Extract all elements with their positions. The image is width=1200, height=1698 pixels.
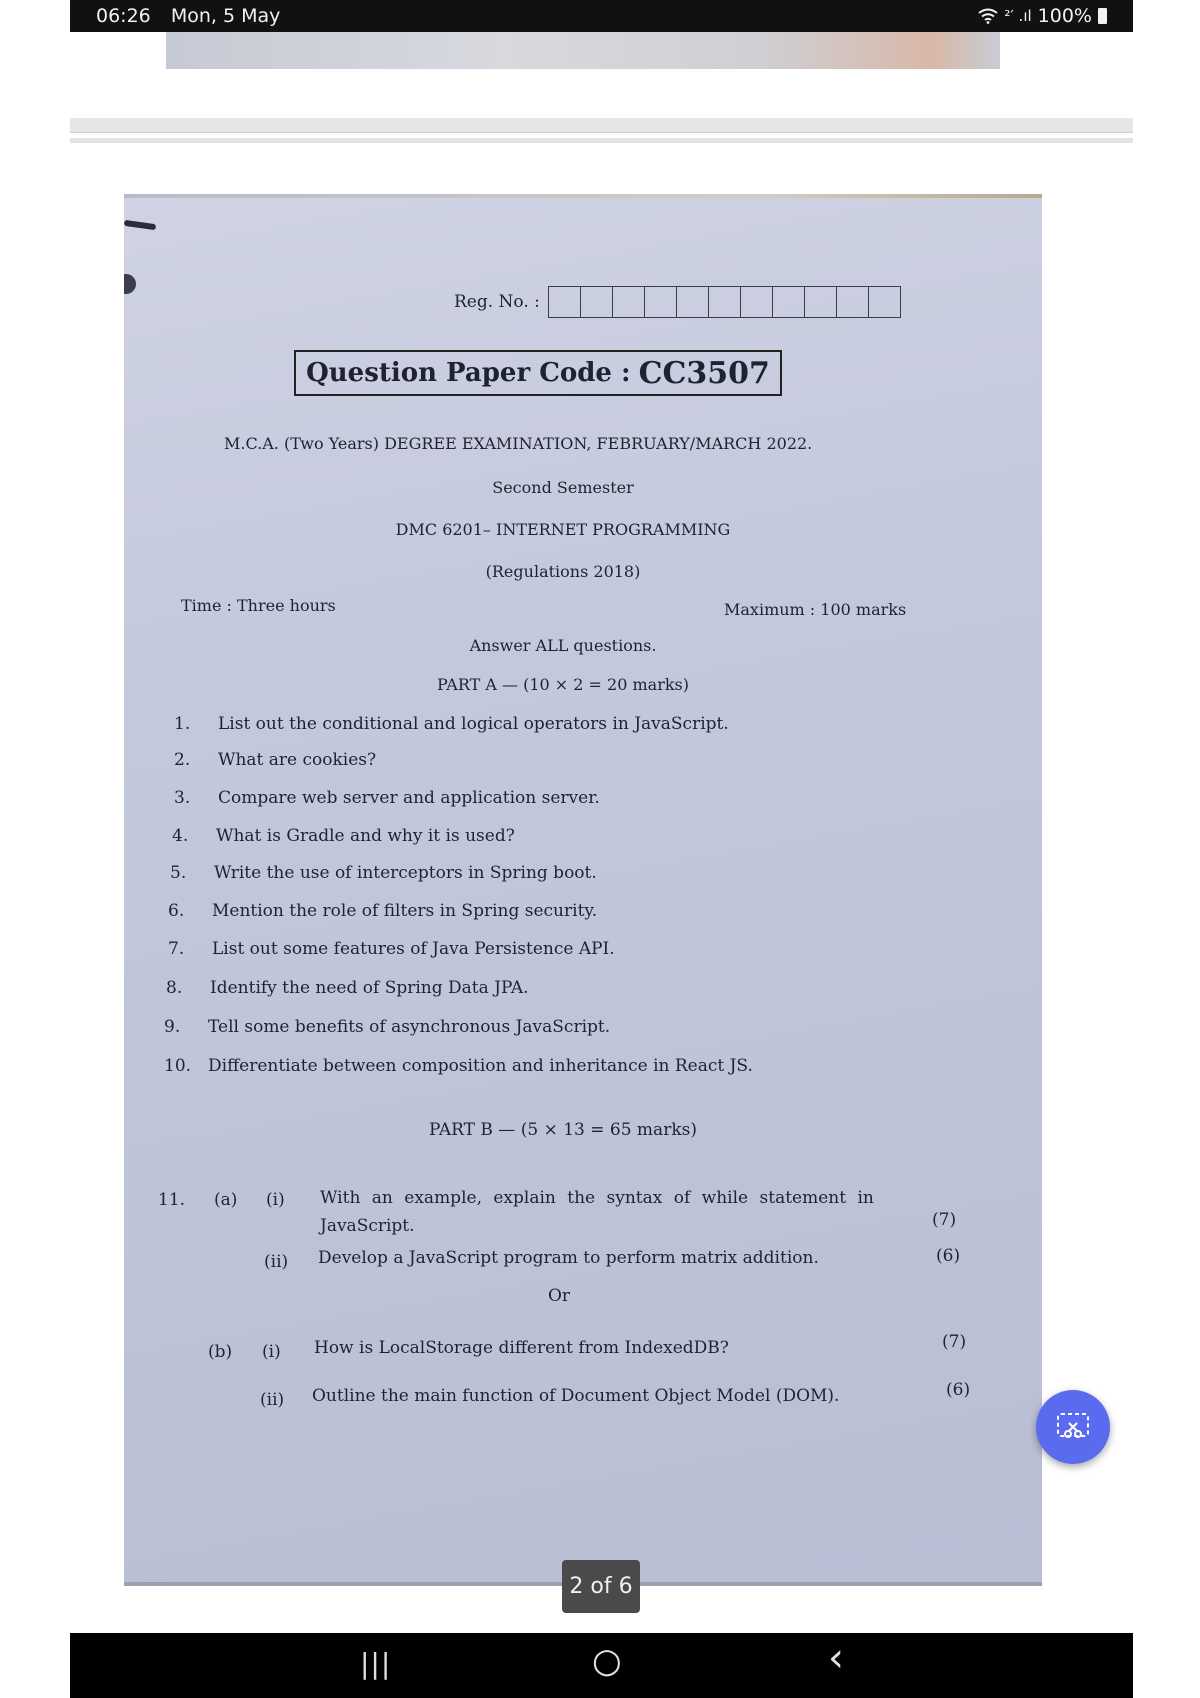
signal-icon: ²′ .ıl [1004, 7, 1032, 25]
part-b-q11a-ii-label: (ii) [264, 1252, 289, 1272]
reg-no-boxes [548, 286, 901, 318]
battery-text: 100% [1037, 5, 1092, 27]
reg-no-box [709, 287, 741, 317]
question-item [166, 978, 529, 998]
part-b-q11-num: 11. [158, 1190, 186, 1210]
question-number: 5. [170, 863, 187, 883]
question-text: What are cookies? [218, 750, 377, 770]
question-number: 7. [168, 939, 185, 959]
part-b-q11b-ii-text: Outline the main function of Document Object Model (DOM). [312, 1386, 840, 1406]
question-text: What is Gradle and why it is used? [216, 826, 515, 846]
part-b-title: PART B — (5 × 13 = 65 marks) [429, 1120, 697, 1140]
punch-hole-mark [124, 274, 136, 294]
reg-no-box [613, 287, 645, 317]
exam-title: M.C.A. (Two Years) DEGREE EXAMINATION, FEBRUARY/MARCH 2022. [224, 434, 813, 453]
recents-button[interactable]: ||| [360, 1647, 392, 1680]
question-item [164, 1056, 753, 1076]
question-number: 3. [174, 788, 191, 808]
question-text: Mention the role of filters in Spring security. [212, 901, 598, 921]
question-item [172, 826, 515, 846]
reg-no-box [773, 287, 805, 317]
part-b-q11b-i-text: How is LocalStorage different from IndexedDB? [314, 1338, 729, 1358]
question-number: 8. [166, 978, 183, 998]
reg-no-box [741, 287, 773, 317]
part-b-q11a-i-marks: (7) [932, 1210, 957, 1230]
paper-code-label: Question Paper Code : [306, 358, 631, 388]
back-button[interactable]: ‹ [828, 1635, 844, 1681]
paper-code: CC3507 [638, 355, 770, 391]
part-b-q11a-label: (a) [214, 1190, 238, 1210]
question-item [170, 863, 597, 883]
part-b-q11a-ii-marks: (6) [936, 1246, 961, 1266]
question-number: 4. [172, 826, 189, 846]
part-b-q11a-i-text-cont: JavaScript. [320, 1216, 415, 1236]
paper-edge [124, 194, 1042, 198]
document-page-image [124, 194, 1042, 1586]
part-b-or: Or [548, 1286, 571, 1306]
page-divider [70, 118, 1133, 133]
question-text: Tell some benefits of asynchronous JavaScript. [208, 1017, 611, 1037]
part-b-q11b-label: (b) [208, 1342, 233, 1362]
question-text: Write the use of interceptors in Spring boot. [214, 863, 597, 883]
part-b-q11b-ii-label: (ii) [260, 1390, 285, 1410]
staple-mark [124, 220, 157, 230]
part-a-title: PART A — (10 × 2 = 20 marks) [437, 675, 689, 694]
reg-no-box [677, 287, 709, 317]
part-b-q11a-ii-text: Develop a JavaScript program to perform matrix addition. [318, 1248, 819, 1268]
reg-no-box [869, 287, 900, 317]
instruction: Answer ALL questions. [469, 636, 657, 655]
part-b-q11b-i-label: (i) [262, 1342, 281, 1362]
reg-no-box [805, 287, 837, 317]
battery-icon [1098, 8, 1107, 24]
reg-no-label: Reg. No. : [454, 292, 540, 312]
question-number: 1. [174, 714, 191, 734]
reg-no-box [837, 287, 869, 317]
reg-no-field [454, 286, 901, 318]
wifi-icon [978, 8, 998, 24]
part-b-q11b-ii-marks: (6) [946, 1380, 971, 1400]
question-item [168, 939, 615, 959]
status-date: Mon, 5 May [170, 5, 281, 27]
question-item [164, 1017, 610, 1037]
semester: Second Semester [492, 478, 634, 497]
status-bar [70, 0, 1133, 32]
navigation-bar [70, 1633, 1133, 1698]
question-text: List out some features of Java Persistence API. [212, 939, 615, 959]
course-title: DMC 6201– INTERNET PROGRAMMING [395, 520, 731, 539]
question-number: 2. [174, 750, 191, 770]
max-marks: Maximum : 100 marks [724, 600, 907, 619]
reg-no-box [549, 287, 581, 317]
exam-duration: Time : Three hours [181, 596, 336, 615]
screenshot-fab-button[interactable] [1036, 1390, 1110, 1464]
question-paper-code-box [294, 350, 782, 396]
page-indicator: 2 of 6 [562, 1560, 640, 1613]
part-b-q11b-i-marks: (7) [942, 1332, 967, 1352]
previous-page-preview [166, 32, 1000, 69]
page-divider-line [70, 138, 1133, 143]
part-b-q11a-i-text: With an example, explain the syntax of while statement in [320, 1188, 874, 1208]
question-item [168, 901, 597, 921]
status-time: 06:26 [96, 5, 151, 27]
question-text: Differentiate between composition and inheritance in React JS. [208, 1056, 753, 1076]
question-item [174, 750, 376, 770]
question-text: Identify the need of Spring Data JPA. [210, 978, 529, 998]
reg-no-box [581, 287, 613, 317]
question-item [174, 788, 600, 808]
question-number: 9. [164, 1017, 181, 1037]
screenshot-crop-icon [1056, 1412, 1090, 1442]
question-item [174, 714, 729, 734]
question-number: 6. [168, 901, 185, 921]
reg-no-box [645, 287, 677, 317]
home-button[interactable]: ○ [592, 1641, 622, 1681]
question-text: List out the conditional and logical operators in JavaScript. [218, 714, 729, 734]
question-number: 10. [164, 1056, 192, 1076]
question-text: Compare web server and application server. [218, 788, 600, 808]
part-b-q11a-i-label: (i) [266, 1190, 285, 1210]
regulations: (Regulations 2018) [485, 562, 641, 581]
